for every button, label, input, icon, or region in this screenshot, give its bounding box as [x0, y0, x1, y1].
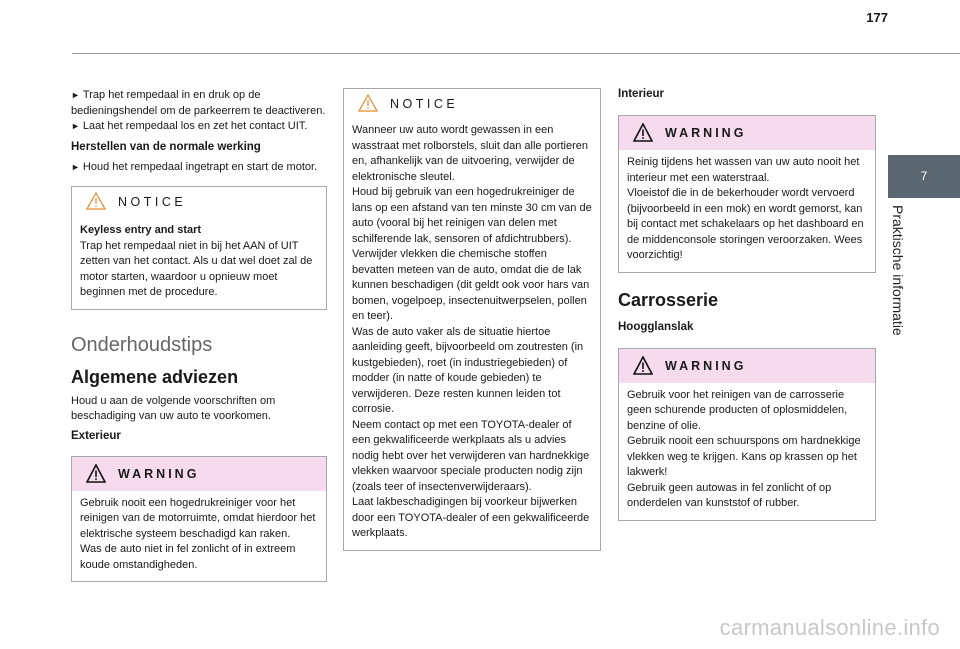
notice-box	[343, 88, 601, 551]
bullet-item: ► Laat het rempedaal los en zet het contact UIT.	[71, 120, 308, 132]
notice-text: Wanneer uw auto wordt gewassen in een wasstraat met rolborstels, sluit dan alle portieren en, afhankelijk van de uitvoering, verwijder de elektronische sleutel. Houd bij gebruik van een hogedrukreiniger de lans op een afstand van ten minste 30 cm van de auto (vooral bij het reinigen van delen met schilferende lak, sensoren of afdichtrubbers). Verwijder vlekken die chemische stoffen bevatten meteen van de auto, omdat die de lak kunnen beschadigen (dit geldt ook voor hars van bomen, vogelpoep, insectenuitwerpselen, pollen en teer). Was de auto vaker als de situatie hiertoe aanleiding geeft, bijvoorbeeld om zoutresten (in kustgebieden), roet (in industriegebieden) of modder (in natte of koude gebieden) te verwijderen. Deze resten kunnen leiden tot corrosie. Neem contact op met een TOYOTA-dealer of een gekwalificeerde werkplaats als u advies nodig hebt over het verwijderen van hardnekkige vlekken waarvoor speciale producten nodig zijn (zoals teer of insectenverwijderaars). Laat lakbeschadigingen bij voorkeur bijwerken door een TOYOTA-dealer of een gekwalificeerde werkplaats.	[352, 124, 592, 539]
warning-text: Reinig tijdens het wassen van uw auto nooit het interieur met een waterstraal. Vloeistof die in de bekerhouder wordt vervoerd (bijvoorbeeld in een mok) en wordt gemorst, kan bij contact met schakelaars op het dashboard en de middenconsole storingen veroorzaken. Wees voorzichtig!	[627, 156, 864, 261]
top-divider	[72, 53, 960, 54]
page-number: 177	[866, 10, 888, 25]
notice-header	[72, 187, 326, 217]
section-heading: Carrosserie	[618, 289, 719, 310]
warning-triangle-icon	[633, 356, 653, 375]
notice-header	[344, 89, 600, 119]
intro-text: Houd u aan de volgende voorschriften om beschadiging van uw auto te voorkomen.	[71, 394, 276, 422]
chapter-tab[interactable]: 7	[888, 155, 960, 198]
section-title: Onderhoudstips	[71, 333, 213, 356]
chapter-title: Praktische informatie	[890, 205, 906, 336]
warning-box	[618, 115, 876, 273]
warning-triangle-icon	[86, 464, 106, 483]
caution-triangle-icon	[358, 94, 378, 112]
warning-box	[618, 348, 876, 521]
caution-triangle-icon	[86, 192, 106, 210]
page-title: Algemene adviezen	[71, 366, 239, 387]
column-right	[618, 88, 876, 521]
notice-text: Trap het rempedaal niet in bij het AAN of UIT zetten van het contact. Als u dat wel doet zal de motor starten, waardoor u opnieuw moet beginnen met de procedure.	[80, 239, 313, 298]
notice-label: NOTICE	[390, 97, 459, 111]
column-middle	[343, 88, 601, 551]
warning-text: Gebruik nooit een hogedrukreiniger voor het reinigen van de motorruimte, omdat hierdoor het elektrische systeem beschadigd kan raken. Was de auto niet in fel zonlicht of in extreem koude omstandigheden.	[80, 496, 316, 571]
column-left	[71, 88, 327, 582]
watermark: carmanualsonline.info	[719, 615, 940, 640]
notice-label: NOTICE	[118, 195, 187, 209]
warning-triangle-icon	[633, 123, 653, 142]
bullet-arrow-icon: ►	[71, 161, 80, 172]
warning-label: WARNING	[665, 358, 747, 373]
bullet-item: ► Houd het rempedaal ingetrapt en start de motor.	[71, 160, 318, 173]
bullet-item: ► Trap het rempedaal in en druk op de bedieningshendel om de parkeerrem te deactiveren.	[71, 89, 326, 117]
warning-header	[619, 116, 875, 150]
bullet-arrow-icon: ►	[71, 90, 80, 100]
subheading: Exterieur	[71, 429, 121, 442]
notice-title: Keyless entry and start	[80, 224, 202, 236]
warning-label: WARNING	[118, 466, 200, 481]
warning-box	[71, 456, 327, 583]
subheading: Hoogglanslak	[618, 320, 694, 333]
chapter-label	[890, 205, 920, 375]
notice-box	[71, 186, 327, 310]
warning-header	[72, 457, 326, 491]
warning-label: WARNING	[665, 126, 747, 140]
warning-header	[619, 349, 875, 383]
subheading: Interieur	[618, 88, 665, 100]
warning-text: Gebruik voor het reinigen van de carrosserie geen schurende producten of oplosmiddelen, benzine of olie. Gebruik nooit een schuurspons om hardnekkige vlekken weg te krijgen. Kans op krassen op het lakwerk! Gebruik geen autowas in fel zonlicht of op onderdelen van kunststof of rubber.	[627, 388, 861, 509]
subheading: Herstellen van de normale werking	[71, 140, 261, 153]
bullet-arrow-icon: ►	[71, 121, 80, 131]
